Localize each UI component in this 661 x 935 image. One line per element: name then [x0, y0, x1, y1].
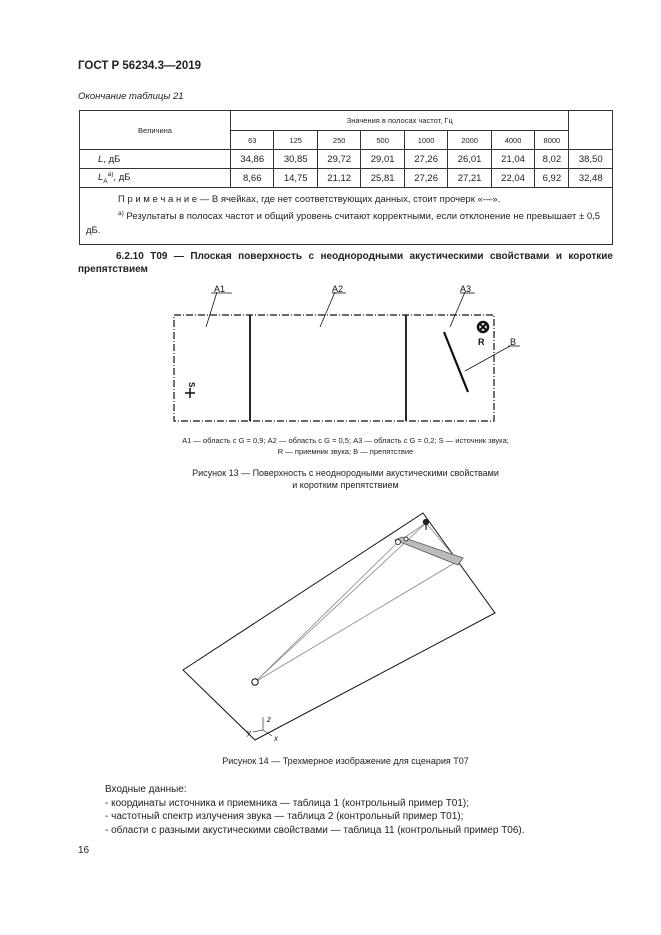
- table-row: [80, 169, 613, 188]
- cell: 38,50: [569, 150, 613, 169]
- document-header: ГОСТ Р 56234.3—2019: [78, 60, 202, 72]
- cell: 6,92: [535, 169, 569, 188]
- row-label: $L_A^{a)}$, дБ: [80, 169, 231, 188]
- figure-14-3d-view: [180, 505, 510, 745]
- receiver-mark: [478, 322, 488, 332]
- cell: 30,85: [274, 150, 317, 169]
- cell: 27,26: [404, 150, 447, 169]
- cell: 32,48: [569, 169, 613, 188]
- col-freq-header: Значения в полосах частот, Гц: [231, 111, 569, 131]
- cell: 14,75: [274, 169, 317, 188]
- label-a2: А2: [332, 284, 344, 294]
- figure-14-caption: Рисунок 14 — Трехмерное изображение для сценария Т07: [222, 756, 469, 766]
- source-point: [252, 679, 258, 685]
- label-r: R: [478, 337, 485, 347]
- figure-13-legend: А1 — область с G = 0,9; А2 — область с G = 0,5; А3 — область с G = 0,2; S — источник звука; R — приемник звука; B — препятствие: [182, 436, 509, 456]
- cell: 21,04: [491, 150, 534, 169]
- freq-cell: 250: [317, 131, 360, 150]
- table-footnote: $^{a)}$ Результаты в полосах частот и общий уровень считают корректными, если отклонение не превышает ± 0,5 дБ.: [86, 210, 601, 237]
- cell: 21,12: [317, 169, 360, 188]
- leader-a2: [320, 292, 335, 327]
- axis-z: z: [267, 715, 271, 724]
- list-item: - области с разными акустическими свойствами — таблица 11 (контрольный пример Т06).: [105, 824, 525, 836]
- figure-13-caption: Рисунок 13 — Поверхность с неоднородными акустическими свойствами и коротким препятствием: [192, 468, 499, 490]
- col-quantity-header: Величина: [80, 111, 231, 150]
- cell: 8,02: [535, 150, 569, 169]
- results-table: [79, 110, 613, 245]
- table-row: [80, 150, 613, 169]
- cell: 29,72: [317, 150, 360, 169]
- leader-b: [465, 346, 510, 371]
- list-item: - координаты источника и приемника — таблица 1 (контрольный пример Т01);: [105, 797, 470, 809]
- freq-cell: 2000: [448, 131, 491, 150]
- diffraction-point: [404, 537, 408, 541]
- freq-cell: 4000: [491, 131, 534, 150]
- surface-outline: [174, 315, 494, 421]
- table-notes: [80, 188, 613, 245]
- list-item: - частотный спектр излучения звука — таблица 2 (контрольный пример Т01);: [105, 811, 464, 822]
- table-note: П р и м е ч а н и е — В ячейках, где нет соответствующих данных, стоит прочерк «—».: [118, 194, 501, 205]
- leader-a1: [206, 292, 217, 327]
- leader-a3: [450, 292, 465, 327]
- freq-cell: 1000: [404, 131, 447, 150]
- figure-13-diagram: [160, 282, 540, 427]
- freq-cell: 125: [274, 131, 317, 150]
- label-b: B: [510, 337, 517, 347]
- axis-x: x: [274, 734, 278, 743]
- input-title: Входные данные:: [105, 784, 187, 795]
- cell: 27,26: [404, 169, 447, 188]
- cell: 26,01: [448, 150, 491, 169]
- cell: 34,86: [231, 150, 274, 169]
- label-s: S: [187, 382, 196, 388]
- ground-plane: [183, 513, 495, 740]
- cell: 8,66: [231, 169, 274, 188]
- page-number: 16: [78, 845, 90, 856]
- section-title: 6.2.10 Т09 — Плоская поверхность с неоднородными акустическими свойствами и короткие препятствием: [78, 251, 613, 275]
- freq-cell: 500: [361, 131, 404, 150]
- barrier-mark: [444, 332, 468, 392]
- label-a1: А1: [214, 284, 226, 294]
- cell: 25,81: [361, 169, 404, 188]
- col-total-header: [569, 111, 613, 150]
- source-mark: [185, 388, 195, 398]
- input-data: [105, 783, 525, 837]
- cell: 29,01: [361, 150, 404, 169]
- freq-cell: 63: [231, 131, 274, 150]
- row-label: L, дБ: [80, 150, 231, 169]
- table-caption: Окончание таблицы 21: [78, 91, 184, 102]
- cell: 27,21: [448, 169, 491, 188]
- freq-cell: 8000: [535, 131, 569, 150]
- cell: 22,04: [491, 169, 534, 188]
- axis-y: y: [247, 728, 251, 737]
- label-a3: А3: [460, 284, 472, 294]
- diffraction-point: [396, 540, 401, 545]
